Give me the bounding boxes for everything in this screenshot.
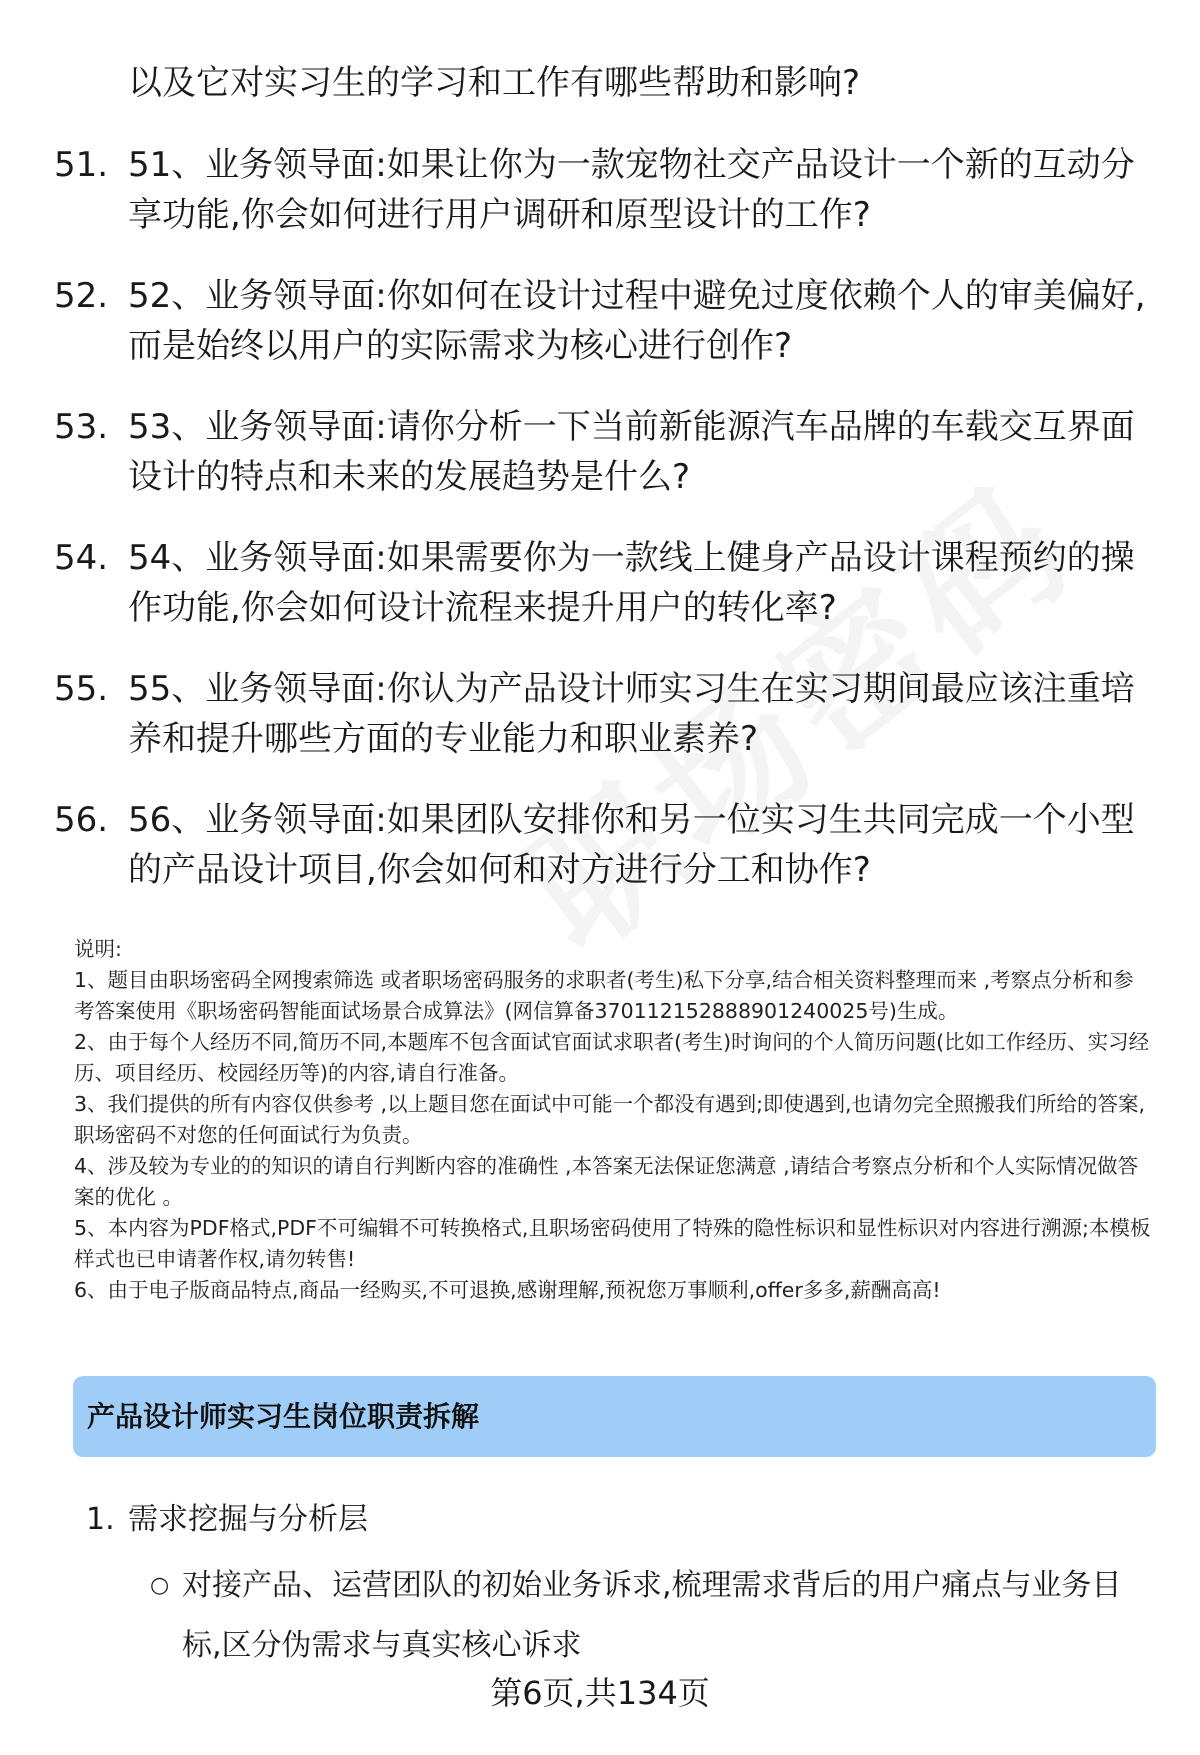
question-list [0, 140, 1200, 926]
section-title: 产品设计师实习生岗位职责拆解 [87, 1400, 480, 1433]
question-item [0, 271, 1200, 402]
question-text: 56、业务领导面:如果团队安排你和另一位实习生共同完成一个小型的产品设计项目,你会如何和对方进行分工和协作? [128, 800, 1135, 890]
question-item [0, 140, 1200, 271]
page-footer: 第6页,共134页 [490, 1674, 710, 1712]
note-item: 3、我们提供的所有内容仅供参考 ,以上题目您在面试中可能一个都没有遇到;即使遇到,也请勿完全照搬我们所给的答案,职场密码不对您的任何面试行为负责。 [74, 1092, 1146, 1147]
question-number: 54. [54, 538, 109, 578]
outline-label: 需求挖掘与分析层 [128, 1502, 368, 1537]
question-text: 53、业务领导面:请你分析一下当前新能源汽车品牌的车载交互界面设计的特点和未来的发展趋势是什么? [128, 407, 1135, 497]
note-item: 4、涉及较为专业的的知识的请自行判断内容的准确性 ,本答案无法保证您满意 ,请结合考察点分析和个人实际情况做答案的优化 。 [74, 1154, 1139, 1209]
note-item: 5、本内容为PDF格式,PDF不可编辑不可转换格式,且职场密码使用了特殊的隐性标识和显性标识对内容进行溯源;本模板样式也已申请著作权,请勿转售! [74, 1216, 1151, 1271]
question-continuation: 以及它对实习生的学习和工作有哪些帮助和影响? [128, 63, 861, 103]
outline-item [86, 1498, 368, 1542]
question-item [0, 795, 1200, 926]
section-header [73, 1376, 1156, 1457]
question-number: 56. [54, 800, 109, 840]
question-item [0, 402, 1200, 533]
question-item [0, 533, 1200, 664]
outline-number: 1. [86, 1502, 115, 1537]
question-text: 55、业务领导面:你认为产品设计师实习生在实习期间最应该注重培养和提升哪些方面的专业能力和职业素养? [128, 669, 1135, 759]
bullet-text: 对接产品、运营团队的初始业务诉求,梳理需求背后的用户痛点与业务目标,区分伪需求与真实核心诉求 [182, 1568, 1122, 1663]
question-item [0, 664, 1200, 795]
note-item: 1、题目由职场密码全网搜索筛选 或者职场密码服务的求职者(考生)私下分享,结合相关资料整理而来 ,考察点分析和参考答案使用《职场密码智能面试场景合成算法》(网信算备370112152888901240025号)生成。 [74, 968, 1134, 1023]
question-text: 52、业务领导面:你如何在设计过程中避免过度依赖个人的审美偏好,而是始终以用户的实际需求为核心进行创作? [128, 276, 1146, 366]
question-text: 54、业务领导面:如果需要你为一款线上健身产品设计课程预约的操作功能,你会如何设计流程来提升用户的转化率? [128, 538, 1135, 628]
circle-bullet-icon: ○ [150, 1573, 170, 1598]
note-item: 2、由于每个人经历不同,简历不同,本题库不包含面试官面试求职者(考生)时询问的个人简历问题(比如工作经历、实习经历、项目经历、校园经历等)的内容,请自行准备。 [74, 1030, 1150, 1085]
question-number: 51. [54, 145, 109, 185]
question-number: 53. [54, 407, 109, 447]
note-item: 6、由于电子版商品特点,商品一经购买,不可退换,感谢理解,预祝您万事顺利,offer多多,薪酬高高! [74, 1278, 941, 1302]
question-text: 51、业务领导面:如果让你为一款宠物社交产品设计一个新的互动分享功能,你会如何进行用户调研和原型设计的工作? [128, 145, 1135, 235]
question-number: 55. [54, 669, 109, 709]
question-number: 52. [54, 276, 109, 316]
notes-title: 说明: [74, 937, 122, 961]
notes-block [74, 934, 1154, 1306]
